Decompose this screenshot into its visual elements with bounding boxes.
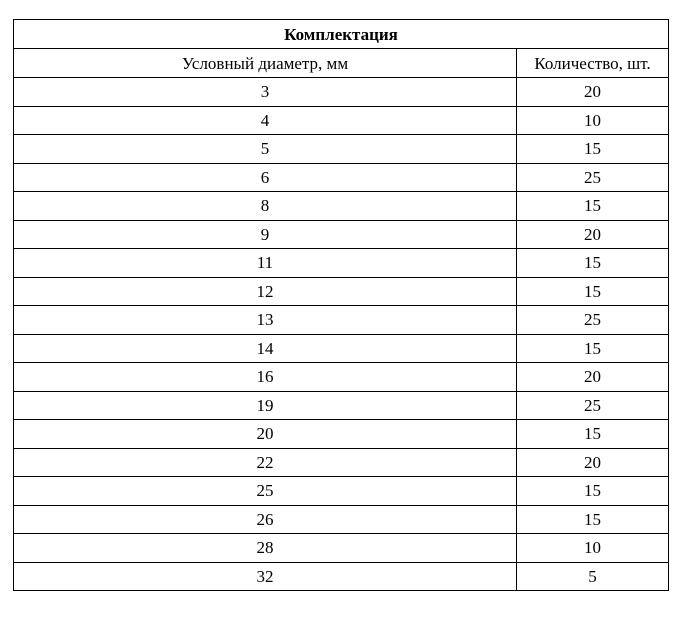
cell-quantity: 10	[517, 106, 669, 135]
table-row	[14, 277, 669, 306]
table-row	[14, 562, 669, 591]
cell-diameter: 5	[14, 135, 517, 164]
cell-quantity: 20	[517, 363, 669, 392]
table-row	[14, 220, 669, 249]
cell-quantity: 10	[517, 534, 669, 563]
cell-quantity: 25	[517, 163, 669, 192]
table-row	[14, 163, 669, 192]
table-row	[14, 448, 669, 477]
cell-quantity: 20	[517, 78, 669, 107]
table-row	[14, 192, 669, 221]
cell-quantity: 15	[517, 135, 669, 164]
table-row	[14, 106, 669, 135]
cell-diameter: 6	[14, 163, 517, 192]
cell-diameter: 3	[14, 78, 517, 107]
cell-quantity: 15	[517, 420, 669, 449]
cell-quantity: 15	[517, 192, 669, 221]
table-body	[14, 78, 669, 591]
cell-quantity: 15	[517, 334, 669, 363]
table-row	[14, 363, 669, 392]
table-row	[14, 306, 669, 335]
cell-diameter: 13	[14, 306, 517, 335]
column-header-diameter: Условный диаметр, мм	[14, 49, 517, 78]
table-title-row	[14, 20, 669, 49]
table-row	[14, 505, 669, 534]
cell-diameter: 32	[14, 562, 517, 591]
table-row	[14, 135, 669, 164]
cell-quantity: 5	[517, 562, 669, 591]
cell-quantity: 15	[517, 505, 669, 534]
table-row	[14, 534, 669, 563]
cell-quantity: 20	[517, 220, 669, 249]
column-header-quantity: Количество, шт.	[517, 49, 669, 78]
cell-quantity: 15	[517, 277, 669, 306]
table-row	[14, 391, 669, 420]
cell-diameter: 22	[14, 448, 517, 477]
cell-diameter: 26	[14, 505, 517, 534]
table-row	[14, 420, 669, 449]
cell-quantity: 15	[517, 477, 669, 506]
cell-diameter: 19	[14, 391, 517, 420]
cell-quantity: 15	[517, 249, 669, 278]
cell-diameter: 12	[14, 277, 517, 306]
cell-diameter: 28	[14, 534, 517, 563]
table-row	[14, 78, 669, 107]
cell-quantity: 25	[517, 391, 669, 420]
cell-diameter: 4	[14, 106, 517, 135]
table-row	[14, 249, 669, 278]
cell-diameter: 11	[14, 249, 517, 278]
cell-diameter: 20	[14, 420, 517, 449]
cell-diameter: 9	[14, 220, 517, 249]
table-row	[14, 334, 669, 363]
table-row	[14, 477, 669, 506]
table-header-row	[14, 49, 669, 78]
equipment-table-container	[13, 19, 668, 591]
cell-diameter: 25	[14, 477, 517, 506]
cell-quantity: 25	[517, 306, 669, 335]
cell-quantity: 20	[517, 448, 669, 477]
cell-diameter: 16	[14, 363, 517, 392]
table-title: Комплектация	[14, 20, 669, 49]
cell-diameter: 14	[14, 334, 517, 363]
equipment-table	[13, 19, 669, 591]
cell-diameter: 8	[14, 192, 517, 221]
